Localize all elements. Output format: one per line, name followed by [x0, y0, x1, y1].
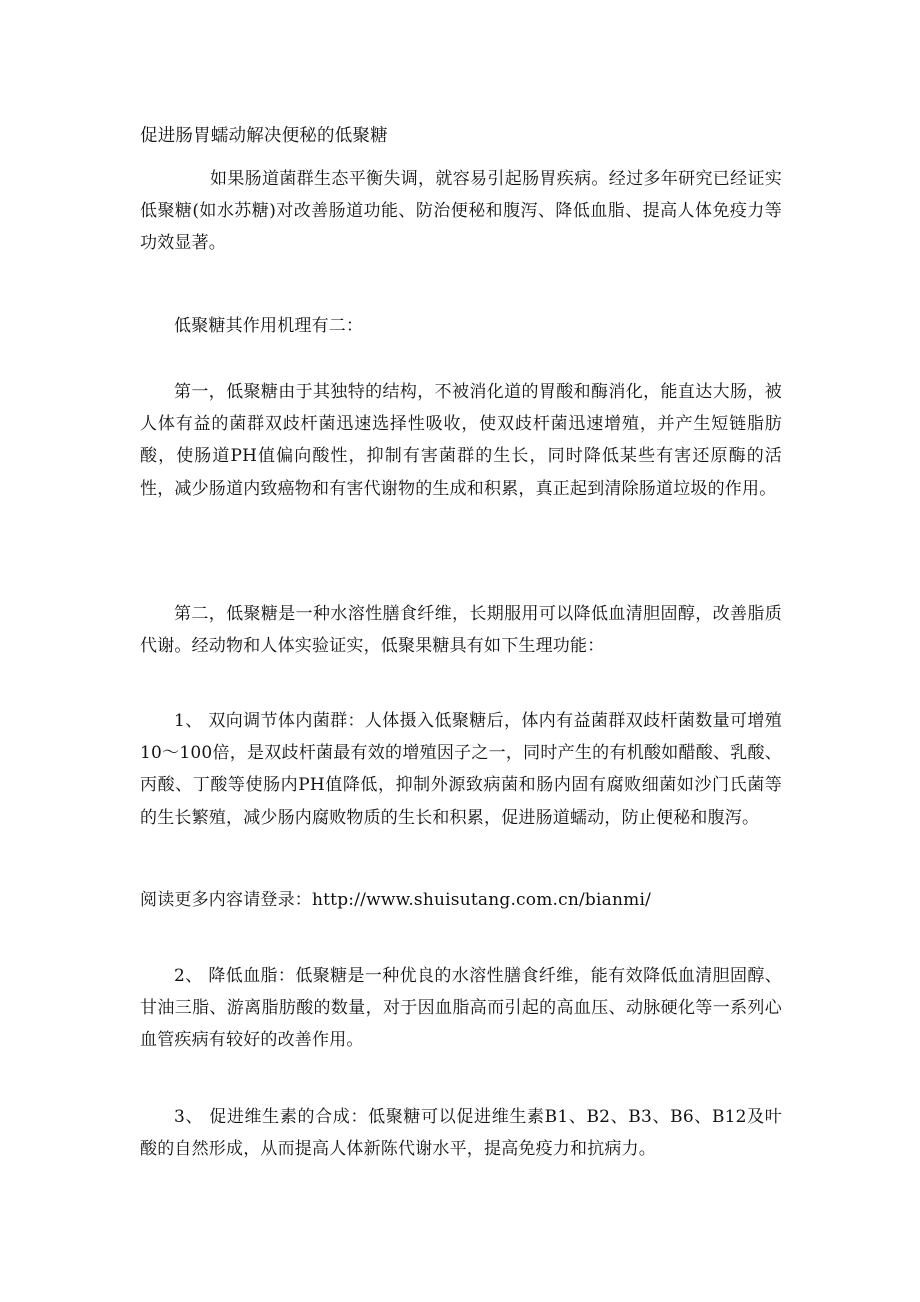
- document-title: 促进肠胃蠕动解决便秘的低聚糖: [140, 126, 388, 146]
- paragraph-intro: 如果肠道菌群生态平衡失调，就容易引起肠胃疾病。经过多年研究已经证实低聚糖(如水苏糖)对改善肠道功能、防治便秘和腹泻、降低血脂、提高人体免疫力等功效显著。: [140, 169, 782, 254]
- paragraph-first: 第一，低聚糖由于其独特的结构，不被消化道的胃酸和酶消化，能直达大肠，被人体有益的菌群双歧杆菌迅速选择性吸收，使双歧杆菌迅速增殖，并产生短链脂肪酸，使肠道PH值偏向酸性，抑制有害菌群的生长，同时降低某些有害还原酶的活性，减少肠道内致癌物和有害代谢物的生成和积累，真正起到清除肠道垃圾的作用。: [140, 382, 782, 499]
- paragraph-item-1: 1、 双向调节体内菌群：人体摄入低聚糖后，体内有益菌群双歧杆菌数量可增殖10～100倍，是双歧杆菌最有效的增殖因子之一，同时产生的有机酸如醋酸、乳酸、丙酸、丁酸等使肠内PH值降低，抑制外源致病菌和肠内固有腐败细菌如沙门氏菌等的生长繁殖，减少肠内腐败物质的生长和积累，促进肠道蠕动，防止便秘和腹泻。: [140, 711, 782, 828]
- paragraph-mechanism: 低聚糖其作用机理有二：: [174, 316, 364, 336]
- paragraph-second: 第二，低聚糖是一种水溶性膳食纤维，长期服用可以降低血清胆固醇，改善脂质代谢。经动物和人体实验证实，低聚果糖具有如下生理功能：: [140, 604, 782, 657]
- read-more-label: 阅读更多内容请登录：: [140, 890, 312, 910]
- read-more-line: [140, 884, 782, 916]
- paragraph-item-3: 3、 促进维生素的合成：低聚糖可以促进维生素B1、B2、B3、B6、B12及叶酸的自然形成，从而提高人体新陈代谢水平，提高免疫力和抗病力。: [140, 1107, 782, 1160]
- paragraph-item-2: 2、 降低血脂：低聚糖是一种优良的水溶性膳食纤维，能有效降低血清胆固醇、甘油三脂、游离脂肪酸的数量，对于因血脂高而引起的高血压、动脉硬化等一系列心血管疾病有较好的改善作用。: [140, 966, 782, 1051]
- read-more-link[interactable]: http://www.shuisutang.com.cn/bianmi/: [312, 890, 652, 910]
